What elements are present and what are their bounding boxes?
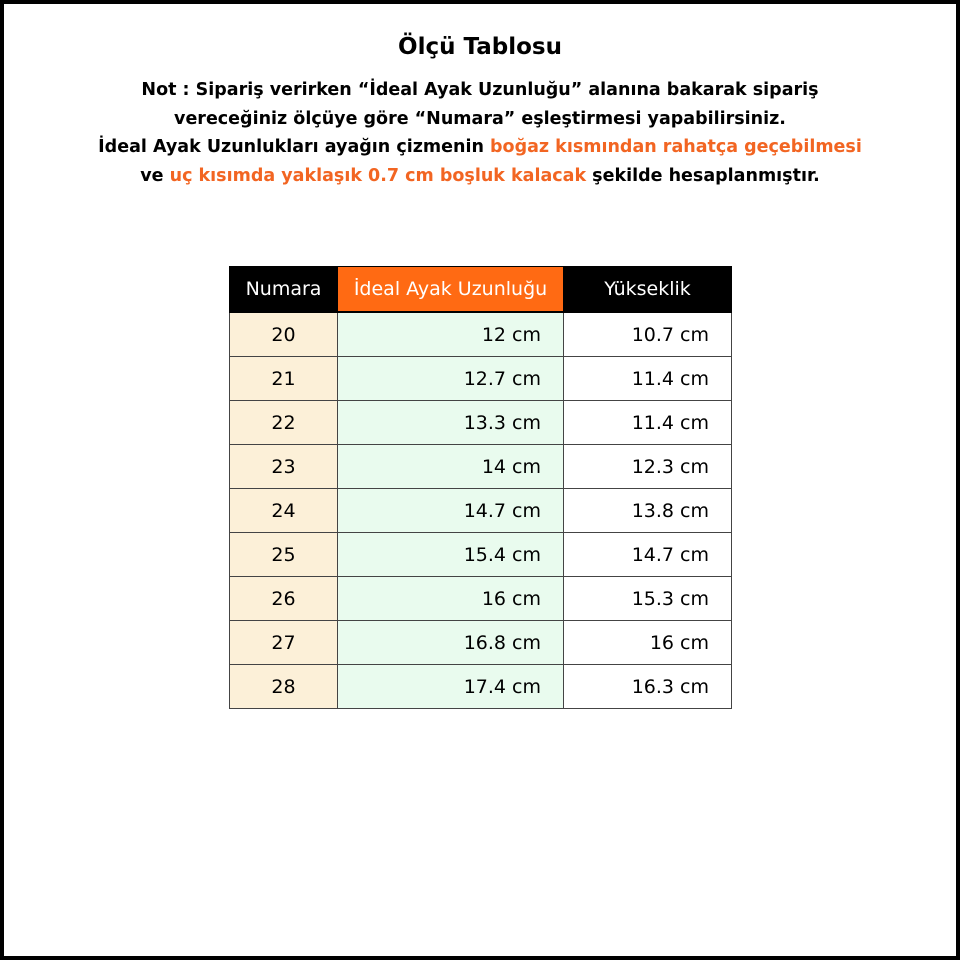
header-numara: Numara [230, 267, 338, 313]
cell-ideal-foot-length: 14.7 cm [338, 489, 564, 533]
cell-height: 11.4 cm [564, 357, 732, 401]
order-note [20, 76, 940, 190]
cell-height: 10.7 cm [564, 312, 732, 357]
cell-numara: 20 [230, 312, 338, 357]
page-title: Ölçü Tablosu [398, 34, 562, 60]
table-row [230, 357, 732, 401]
note-line-3-text: İdeal Ayak Uzunlukları ayağın çizmenin [98, 137, 491, 157]
cell-ideal-foot-length: 13.3 cm [338, 401, 564, 445]
table-row [230, 489, 732, 533]
table-row [230, 621, 732, 665]
cell-height: 11.4 cm [564, 401, 732, 445]
cell-numara: 28 [230, 665, 338, 709]
table-row [230, 445, 732, 489]
cell-ideal-foot-length: 12.7 cm [338, 357, 564, 401]
note-line-1: Not : Sipariş verirken “İdeal Ayak Uzunluğu” alanına bakarak sipariş [141, 80, 819, 100]
cell-height: 13.8 cm [564, 489, 732, 533]
cell-numara: 23 [230, 445, 338, 489]
note-highlight-boot-shaft: boğaz kısmından rahatça geçebilmesi [490, 137, 862, 157]
table-row [230, 665, 732, 709]
header-height: Yükseklik [564, 267, 732, 313]
cell-ideal-foot-length: 16.8 cm [338, 621, 564, 665]
table-row [230, 533, 732, 577]
cell-ideal-foot-length: 16 cm [338, 577, 564, 621]
cell-height: 16 cm [564, 621, 732, 665]
cell-ideal-foot-length: 17.4 cm [338, 665, 564, 709]
cell-numara: 24 [230, 489, 338, 533]
note-line-4 [20, 162, 940, 191]
cell-numara: 26 [230, 577, 338, 621]
note-line-4-end: şekilde hesaplanmıştır. [586, 165, 820, 186]
note-line-3 [20, 133, 940, 162]
cell-height: 15.3 cm [564, 577, 732, 621]
table-header-row [230, 267, 732, 313]
table-row [230, 401, 732, 445]
cell-numara: 27 [230, 621, 338, 665]
note-line-4-start: ve [140, 165, 170, 186]
cell-ideal-foot-length: 15.4 cm [338, 533, 564, 577]
table-row [230, 577, 732, 621]
note-line-2: vereceğiniz ölçüye göre “Numara” eşleştirmesi yapabilirsiniz. [174, 108, 786, 129]
cell-ideal-foot-length: 12 cm [338, 312, 564, 357]
cell-height: 16.3 cm [564, 665, 732, 709]
table-body [230, 312, 732, 709]
cell-ideal-foot-length: 14 cm [338, 445, 564, 489]
cell-numara: 22 [230, 401, 338, 445]
note-highlight-toe-gap: uç kısımda yaklaşık 0.7 cm boşluk kalacak [169, 165, 587, 186]
table-row [230, 312, 732, 357]
size-table [229, 266, 732, 709]
header-ideal-foot-length: İdeal Ayak Uzunluğu [338, 267, 564, 313]
cell-height: 12.3 cm [564, 445, 732, 489]
cell-numara: 21 [230, 357, 338, 401]
cell-height: 14.7 cm [564, 533, 732, 577]
cell-numara: 25 [230, 533, 338, 577]
